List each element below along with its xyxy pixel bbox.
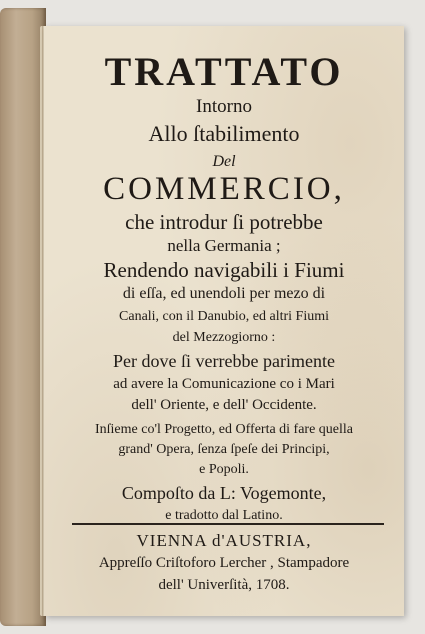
title-line: Inſieme co'l Progetto, ed Offerta di fare quella (94, 422, 354, 437)
title-line: dell' Oriente, e dell' Occidente. (131, 397, 317, 413)
title-line: del Mezzogiorno : (172, 330, 276, 345)
divider-rule (72, 523, 384, 525)
title-page (44, 26, 404, 616)
title-line: Del (212, 153, 236, 170)
imprint-city: VIENNA d'AUSTRIA, (136, 531, 312, 550)
subject-heading: COMMERCIO, (103, 171, 345, 207)
title-line: ad avere la Comunicazione co i Mari (113, 376, 335, 392)
title-line: Intorno (196, 96, 252, 117)
book-title: TRATTATO (104, 49, 344, 94)
title-line: nella Germania ; (167, 236, 281, 255)
title-line: Rendendo navigabili i Fiumi (103, 258, 345, 282)
title-line: e Popoli. (199, 462, 249, 477)
imprint-date: dell' Univerſità, 1708. (158, 577, 290, 593)
imprint-printer: Appreſſo Criſtoforo Lercher , Stampadore (98, 555, 350, 571)
title-line: che introdur ſi potrebbe (125, 210, 323, 234)
title-line: Per dove ſi verrebbe parimente (113, 351, 335, 371)
title-line: grand' Opera, ſenza ſpeſe dei Principi, (118, 442, 330, 457)
translation-line: e tradotto dal Latino. (165, 508, 283, 523)
title-line: Canali, con il Danubio, ed altri Fiumi (119, 309, 329, 324)
title-line: Allo ſtabilimento (148, 121, 300, 146)
title-line: di eſſa, ed unendoli per mezo di (122, 285, 326, 302)
author-line: Compoſto da L: Vogemonte, (121, 483, 327, 503)
